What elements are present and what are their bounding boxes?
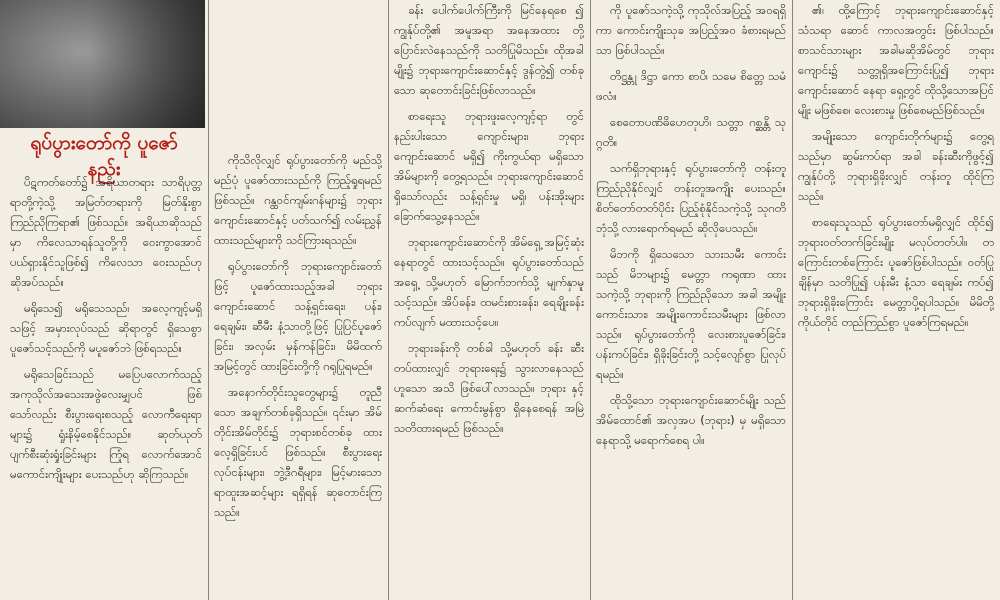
column-divider — [388, 0, 389, 600]
paragraph: အမျိုးသော ကျောင်းတိုက်များ၌ တွေ့ရသည်မှာ ဆွမ်းကပ်ရာ အခါ ခန်းဆီးကိုဖွင့်၍ ကျွန်ုပ်တို့ ဘုရားရှိခိုးလျှင် တန်းတူ ထိုင်ကြသည်။ — [798, 129, 994, 203]
pali-verse-line: တိဋ္ဌန္တု ဒိဋ္ဌာ ကော စာပိ၊ သမေ စိတ္တေ သမံ ဖလံ။ — [596, 69, 786, 103]
paragraph: ခန်း ပေါက်ပေါက်ကြီးကို မြင်နေရစေ ၍ ကျွန်ုပ်တို့၏ အမူအရာ အနေအထား တို့ ပြောင်းလဲနေသည်ကို သတိပြုမိသည်။ ထိုအခါမျိုး၌ ဘုရားကျောင်းဆောင်နှင့် ဒွန်တွဲ၍ တစ်ခုသော ဆုတောင်းခြင်းဖြစ်လာသည်။ — [394, 3, 584, 97]
pali-verse-line: စေတောပဏိဓိဟေတုဟိ၊ သတ္တာ ဂစ္ဆန္တိ သုဂ္ဂတိ။ — [596, 115, 786, 149]
paragraph: ရုပ်ပွားတော်ကို ဘုရားကျောင်းတော်ဖြင့် ပူဇော်ထားသည့်အခါ ဘုရားကျောင်းဆောင် သန့်ရှင်းရေး၊ ပန်း၊ ရေချမ်း၊ ဆီမီး နံ့သာတို့ဖြင့် ပြုပြင်ပူဇော်ခြင်း၊ အလှမ်း မှန်ကန်ခြင်း၊ မိမိထက် အမြင့်တွင် ထားခြင်းတို့ကို ဂရုပြုရမည်။ — [214, 259, 382, 373]
text-column-3 — [394, 0, 584, 600]
paragraph: ကိုသိလိုလျှင် ရုပ်ပွားတော်ကို မည်သို့ မည်ပုံ ပူဇော်ထားသည်ကို ကြည့်ရှုရမည် ဖြစ်သည်။ ဂန္ထဝင်ကျမ်းဂန်များ၌ ဘုရားကျောင်းဆောင်နှင့် ပတ်သက်၍ လမ်းညွှန်ထားသည်များကို သင်ကြားရသည်။ — [214, 153, 382, 247]
paragraph: စာရေးသူသည် ရုပ်ပွားတော်မရှိလျှင် ထိုင်၍ ဘုရားဝတ်တက်ခြင်းမျိုး မလုပ်တတ်ပါ။ တကြောင်းတစ်ကြောင်း ပူဇော်ဖြစ်ပါသည်။ ဝတ်ပြုချိန်မှာ သတိပြု၍ ပန်းမီး နံ့သာ ရေချမ်း ကပ်၍ ဘုရားရှိခိုးကြောင်း မေတ္တာပို့ရပါသည်။ မိမိတို့ ကိုယ်တိုင် တည်ကြည်စွာ ပူဇော်ကြရမည်။ — [798, 215, 994, 329]
paragraph: အနောက်တိုင်းသူတွေများ၌ တူညီသော အချက်တစ်ခုရှိသည်။ ၎င်းမှာ အိမ်တိုင်းအိမ်တိုင်း၌ ဘုရားစင်တစ်ခု ထားလေ့ရှိခြင်းပင် ဖြစ်သည်။ စီးပွားရေးလုပ်ငန်းများ၊ ဘွဲ့ဒီဂရီများ၊ မြင့်မားသော ရာထူးအဆင့်များ ရရှိရန် ဆုတောင်းကြသည်။ — [214, 385, 382, 519]
paragraph: သက်ရှိဘုရားနှင့် ရုပ်ပွားတော်ကို တန်းတူကြည်ညိုနိုင်လျှင် တန်းတူအကျိုး ပေးသည်။ စိတ်တော်တတ်ပိုင်း ပြည့်စုံနိုင်သကဲ့သို့ သုဂတိဘုံသို့ လားရောက်ရမည် ဆိုလိုပေသည်။ — [596, 161, 786, 235]
paragraph: ၏၊ ထို့ကြောင့် ဘုရားကျောင်းဆောင်နှင့် သံသရာ ဆောင် ကာလအတွင်း ဖြစ်ပါသည်။ စာသင်သားများ အခါမဆိုအိမ်တွင် ဘုရားကျောင်း၌ သတ္တုရှိအကြောင်းပြု၍ ဘုရားကျောင်းဆောင် နေရာ ရှေ့တွင် ထိုသို့သောအပြင်မျိုး မဖြစ်စေ၊ လေးစားမှု ဖြစ်စေမည်ဖြစ်သည်။ — [798, 3, 994, 117]
text-column-4 — [596, 0, 786, 600]
column-divider — [208, 0, 209, 600]
column-divider — [792, 0, 793, 600]
article-headline: ရုပ်ပွားတော်ကို ပူဇော်နည်း — [30, 132, 178, 180]
paragraph: မရိုသေခြင်းသည် မပြေပလောက်သည့် အကုသိုလ်အသေးအဖွဲလေးမျှပင် ဖြစ်သော်လည်း စီးပွားရေးစသည့် လောကီရေးရာများ၌ ရှုံးနိမ့်စေနိုင်သည်။ ဆုတ်ယုတ်ပျက်စီးဆုံးရှုံးခြင်းများ ကြုံရ လောက်အောင် မကောင်းကျိုးများ ပေးသည်ဟု ဆိုကြသည်။ — [10, 367, 202, 481]
paragraph: ပိဋကတ်တော်၌ အရိယာတရား သာရိပုတ္တရာတို့ကဲ့သို့ အမြတ်တရားကို မြတ်နိုးစွာ ကြည်ညိုကြရာ၏ ဖြစ်သည်။ အရိယာဆိုသည်မှာ ကိလေသာရန်သူတို့ကို ဝေးကွာအောင် ပယ်ရှားနိုင်သူဖြစ်၍ ကိလေသာ ဝေးသည်ဟု ဆိုအပ်သည်။ — [10, 175, 202, 289]
photo-shadow — [90, 0, 205, 128]
paragraph: ထိုသို့သော ဘုရားကျောင်းဆောင်မျိုး သည် အိမ်ထောင်၏ အလှအပ (ဘုရား) မှ မရှိသော နေရာသို့ မရောက်စေရ ပါ။ — [596, 393, 786, 447]
text-column-1 — [10, 172, 202, 600]
paragraph: မိဘကို ရှိသေသော သားသမီး ကောင်းသည် မိဘများ၌ မေတ္တာ ကရုဏာ ထားသကဲ့သို့ ဘုရားကို ကြည်ညိုသော အခါ အမျိုးကောင်းသား၊ အမျိုးကောင်းသမီးများ ဖြစ်လာသည်။ ရုပ်ပွားတော်ကို လေးစားပူဇော်ခြင်း၊ ပန်းကပ်ခြင်း၊ ရှိခိုးခြင်းတို့ သင့်လျော်စွာ ပြုလုပ်ရမည်။ — [596, 247, 786, 381]
paragraph: ကို ပူဇော်သကဲ့သို့ ကုသိုလ်အပြည့် အဝရရှိကာ ကောင်းကျိုးသုခ အပြည့်အဝ ခံစားရမည်သာ ဖြစ်ပါသည်။ — [596, 3, 786, 57]
column-divider — [590, 0, 591, 600]
text-column-5 — [798, 0, 994, 600]
text-column-2 — [214, 150, 382, 600]
paragraph: မရိုသေ၍ မရိုသေသည်၊ အလေ့ကျင့်မရှိသဖြင့် အမှားလုပ်သည် ဆိုရာတွင် ရှိသေစွာ ပူဇော်သင့်သည်ကို မပူဇော်ဘဲ ဖြစ်ရသည်။ — [10, 301, 202, 355]
paragraph: ဘုရားခန်းကို တစ်ခါ သို့မဟုတ် ခန်း ဆီးတပ်ထားလျှင် ဘုရားရေး၌ သွားလာနေသည်ဟူသော အသိ ဖြစ်ပေါ်လာသည်။ ဘုရား နှင့် ဆက်ဆံရေး ကောင်းမွန်စွာ ရှိနေစေရန် အမြဲ သတိထားရမည် ဖြစ်သည်။ — [394, 341, 584, 435]
paragraph: ဘုရားကျောင်းဆောင်ကို အိမ်ရှေ့ အမြင့်ဆုံးနေရာတွင် ထားသင့်သည်။ ရုပ်ပွားတော်သည် အရှေ့ သို့မဟုတ် မြောက်ဘက်သို့ မျက်နှာမူသင့်သည်။ အိပ်ခန်း၊ ထမင်းစားခန်း၊ ရေချိုးခန်း ကပ်လျက် မထားသင့်ပေ။ — [394, 235, 584, 329]
article-photo — [0, 0, 205, 128]
paragraph: စာရေးသူ ဘုရားဖူးလေ့ကျင့်ရာ တွင် နည်းပါးသော ကျောင်းများ၊ ဘုရားကျောင်းဆောင် မရှိ၍ ကိုးကွယ်ရာ မရှိသော အိမ်များကို တွေ့ရသည်။ ဘုရားကျောင်းဆောင် ရှိသော်လည်း သန့်ရှင်းမှု မရှိ၊ ပန်းအိုးများ ခြောက်သွေ့နေသည်။ — [394, 109, 584, 223]
